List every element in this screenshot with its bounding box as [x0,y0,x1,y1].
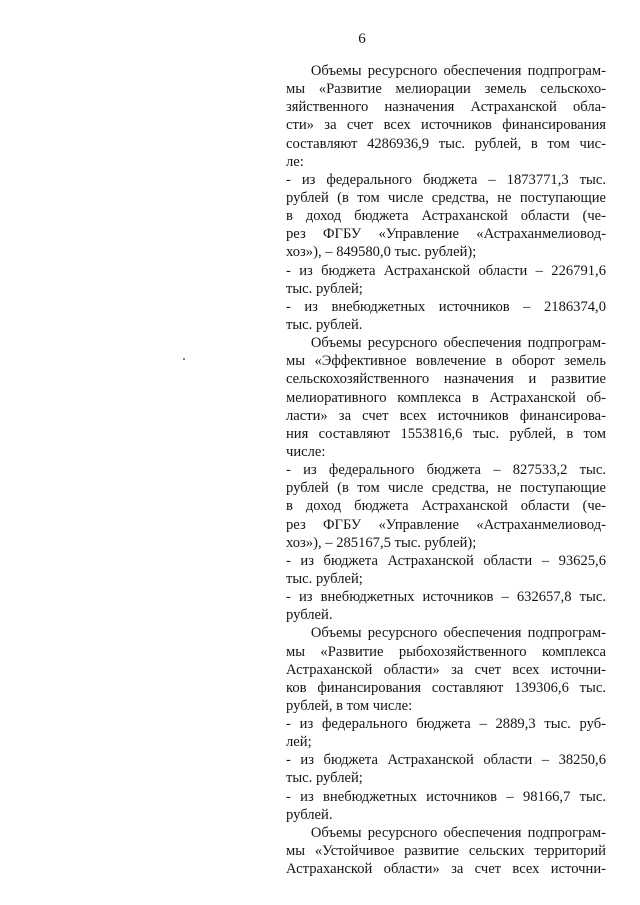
text-line: рублей (в том числе средства, не поступающие [286,480,606,497]
text-line: - из федерального бюджета – 1873771,3 тыс. [286,171,606,188]
text-line: Объемы ресурсного обеспечения подпрограм- [286,63,606,79]
text-line: лей; [286,734,312,751]
text-line: - из бюджета Астраханской области – 93625,6 [286,552,606,569]
text-line: ков финансирования составляют 139306,6 тыс. [286,679,606,696]
scan-dot [183,358,185,360]
text-line: рез ФГБУ «Управление «Астраханмелиовод- [286,226,606,243]
text-line: рублей, в том числе: [286,697,413,714]
text-line: тыс. рублей. [286,316,363,333]
text-line: в доход бюджета Астраханской области (че- [286,498,606,515]
text-line: рублей. [286,806,333,823]
text-line: - из бюджета Астраханской области – 226791,6 [286,262,606,279]
text-line: - из внебюджетных источников – 98166,7 тыс. [286,788,606,805]
text-line: - из внебюджетных источников – 2186374,0 [286,298,606,315]
text-line: мелиоративного комплекса в Астраханской об- [286,389,606,406]
text-line: мы «Развитие мелиорации земель сельскохо- [286,81,606,98]
text-line: Астраханской области» за счет всех источни- [286,861,606,878]
text-line: Объемы ресурсного обеспечения подпрограм- [286,335,606,352]
text-line: числе: [286,443,326,460]
text-line: тыс. рублей; [286,280,363,297]
text-line: составляют 4286936,9 тыс. рублей, в том чис- [286,135,606,152]
text-line: рублей. [286,607,333,624]
text-line: хоз»), – 285167,5 тыс. рублей); [286,534,477,551]
text-line: Астраханской области» за счет всех источни- [286,661,606,678]
text-line: сельскохозяйственного назначения и развитие [286,371,606,388]
text-line: зяйственного назначения Астраханской обла- [286,99,606,116]
text-line: - из федерального бюджета – 827533,2 тыс. [286,462,606,479]
text-line: мы «Развитие рыбохозяйственного комплекса [286,643,606,660]
text-line: мы «Эффективное вовлечение в оборот земель [286,353,606,370]
text-line: рез ФГБУ «Управление «Астраханмелиовод- [286,516,606,533]
text-line: ласти» за счет всех источников финансирова- [286,407,606,424]
page-number: 6 [358,31,366,47]
text-line: тыс. рублей; [286,570,363,587]
text-line: хоз»), – 849580,0 тыс. рублей); [286,244,477,261]
text-line: в доход бюджета Астраханской области (че- [286,208,606,225]
document-body [286,62,606,878]
text-line: - из внебюджетных источников – 632657,8 тыс. [286,589,606,606]
text-line: сти» за счет всех источников финансирования [286,117,606,134]
text-line: тыс. рублей; [286,770,363,787]
text-line: ле: [286,153,304,170]
text-line: рублей (в том числе средства, не поступающие [286,189,606,206]
text-line: - из бюджета Астраханской области – 38250,6 [286,752,606,769]
text-line: - из федерального бюджета – 2889,3 тыс. руб- [286,716,606,733]
text-line: ния составляют 1553816,6 тыс. рублей, в том [286,425,606,442]
text-line: мы «Устойчивое развитие сельских территорий [286,843,606,860]
text-line: Объемы ресурсного обеспечения подпрограм- [286,625,606,642]
text-line: Объемы ресурсного обеспечения подпрограм- [286,824,606,841]
